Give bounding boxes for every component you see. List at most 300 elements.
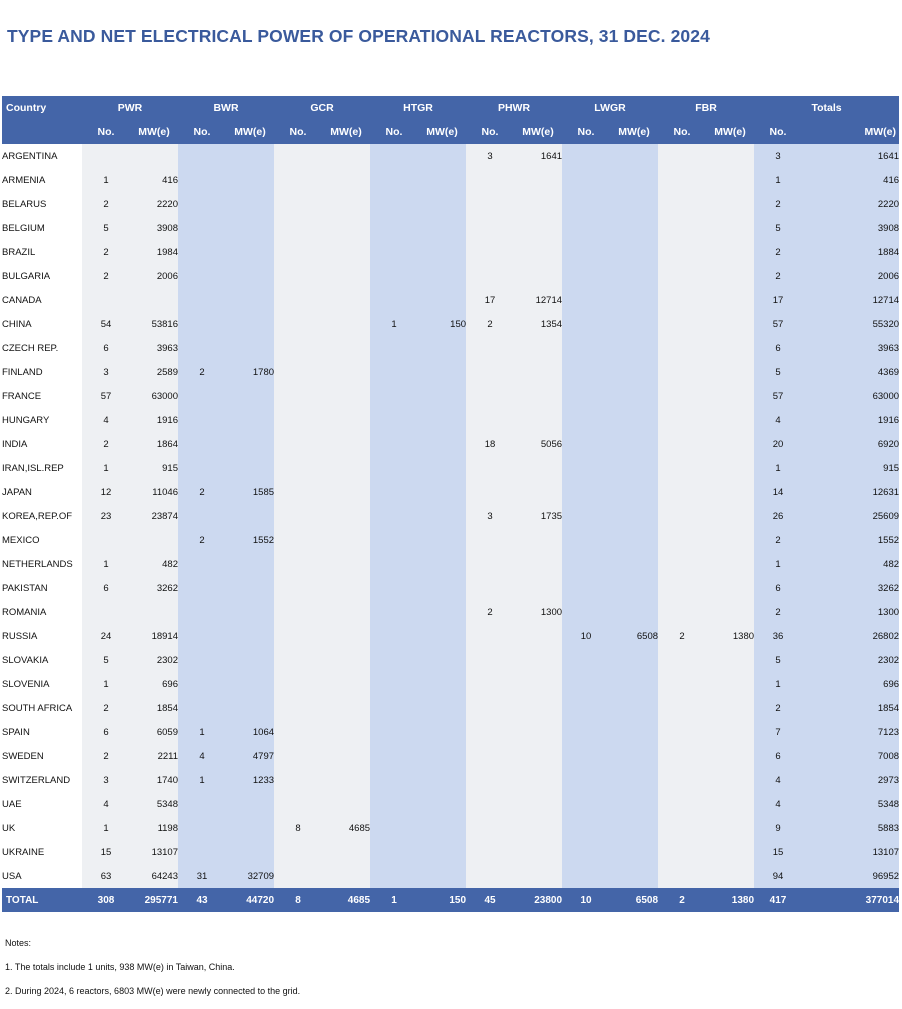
cell-gcr-no [274, 192, 322, 216]
cell-pwr-mw [130, 600, 178, 624]
cell-bwr-mw [226, 264, 274, 288]
cell-fbr-no [658, 552, 706, 576]
cell-htgr-mw [418, 792, 466, 816]
cell-pwr-no: 1 [82, 552, 130, 576]
cell-pwr-no: 2 [82, 192, 130, 216]
cell-lwgr-no [562, 192, 610, 216]
cell-lwgr-mw [610, 336, 658, 360]
cell-gcr-no [274, 408, 322, 432]
cell-pwr-mw: 295771 [130, 888, 178, 912]
cell-tot-mw: 13107 [802, 840, 899, 864]
cell-pwr-no: 12 [82, 480, 130, 504]
cell-tot-no: 4 [754, 768, 802, 792]
cell-fbr-no [658, 216, 706, 240]
cell-gcr-mw [322, 264, 370, 288]
cell-gcr-no [274, 144, 322, 168]
cell-gcr-mw [322, 840, 370, 864]
cell-phwr-mw [514, 552, 562, 576]
cell-tot-mw: 2973 [802, 768, 899, 792]
cell-phwr-no [466, 816, 514, 840]
cell-phwr-mw [514, 384, 562, 408]
header-group-pwr: PWR [82, 96, 178, 120]
table-row [2, 648, 899, 672]
cell-pwr-no: 24 [82, 624, 130, 648]
cell-tot-mw: 3908 [802, 216, 899, 240]
cell-fbr-mw [706, 480, 754, 504]
cell-gcr-mw [322, 288, 370, 312]
country-cell: BELARUS [2, 192, 82, 216]
cell-tot-no: 2 [754, 264, 802, 288]
cell-lwgr-mw [610, 792, 658, 816]
cell-gcr-no [274, 456, 322, 480]
cell-lwgr-mw [610, 144, 658, 168]
cell-bwr-no [178, 264, 226, 288]
cell-fbr-no [658, 384, 706, 408]
cell-pwr-no: 3 [82, 360, 130, 384]
cell-gcr-no [274, 840, 322, 864]
cell-tot-mw: 63000 [802, 384, 899, 408]
cell-htgr-no [370, 288, 418, 312]
cell-phwr-no [466, 216, 514, 240]
cell-htgr-mw [418, 144, 466, 168]
cell-bwr-mw [226, 576, 274, 600]
cell-tot-mw: 2006 [802, 264, 899, 288]
cell-phwr-no [466, 360, 514, 384]
cell-tot-mw: 696 [802, 672, 899, 696]
table-body [2, 144, 899, 912]
header-subcolumn-mw: MW(e) [802, 120, 899, 144]
cell-htgr-mw [418, 288, 466, 312]
cell-htgr-mw [418, 720, 466, 744]
cell-phwr-mw [514, 192, 562, 216]
cell-lwgr-mw [610, 168, 658, 192]
cell-htgr-mw [418, 216, 466, 240]
cell-pwr-mw: 18914 [130, 624, 178, 648]
cell-htgr-no [370, 768, 418, 792]
cell-tot-no: 1 [754, 456, 802, 480]
cell-phwr-no [466, 528, 514, 552]
country-cell: CZECH REP. [2, 336, 82, 360]
cell-tot-no: 94 [754, 864, 802, 888]
cell-tot-mw: 12714 [802, 288, 899, 312]
cell-phwr-mw [514, 696, 562, 720]
cell-htgr-no [370, 336, 418, 360]
cell-htgr-no [370, 528, 418, 552]
cell-pwr-mw: 1198 [130, 816, 178, 840]
cell-fbr-no [658, 432, 706, 456]
cell-pwr-mw: 1916 [130, 408, 178, 432]
cell-pwr-mw: 5348 [130, 792, 178, 816]
header-subcolumn-mw: MW(e) [706, 120, 754, 144]
cell-lwgr-mw [610, 504, 658, 528]
cell-lwgr-no [562, 408, 610, 432]
cell-lwgr-mw [610, 312, 658, 336]
cell-gcr-no [274, 528, 322, 552]
cell-tot-mw: 2302 [802, 648, 899, 672]
cell-pwr-no: 15 [82, 840, 130, 864]
country-cell: SLOVAKIA [2, 648, 82, 672]
country-cell: SLOVENIA [2, 672, 82, 696]
cell-tot-mw: 1916 [802, 408, 899, 432]
cell-gcr-no [274, 864, 322, 888]
cell-htgr-mw [418, 624, 466, 648]
cell-lwgr-mw: 6508 [610, 888, 658, 912]
country-cell: UAE [2, 792, 82, 816]
cell-phwr-mw: 23800 [514, 888, 562, 912]
cell-tot-mw: 1884 [802, 240, 899, 264]
country-cell: BULGARIA [2, 264, 82, 288]
cell-pwr-no: 6 [82, 576, 130, 600]
cell-gcr-mw [322, 216, 370, 240]
cell-phwr-mw [514, 576, 562, 600]
cell-tot-no: 26 [754, 504, 802, 528]
cell-htgr-no [370, 672, 418, 696]
cell-htgr-mw [418, 552, 466, 576]
cell-lwgr-no [562, 552, 610, 576]
cell-gcr-mw [322, 504, 370, 528]
cell-fbr-no [658, 312, 706, 336]
country-cell: JAPAN [2, 480, 82, 504]
country-cell: BRAZIL [2, 240, 82, 264]
cell-bwr-no [178, 240, 226, 264]
cell-phwr-mw: 1641 [514, 144, 562, 168]
cell-phwr-mw [514, 792, 562, 816]
cell-gcr-mw [322, 432, 370, 456]
cell-bwr-mw [226, 816, 274, 840]
cell-htgr-mw [418, 192, 466, 216]
cell-htgr-mw: 150 [418, 888, 466, 912]
cell-pwr-mw: 64243 [130, 864, 178, 888]
header-subcolumn-no: No. [562, 120, 610, 144]
cell-fbr-no [658, 456, 706, 480]
cell-htgr-mw [418, 384, 466, 408]
cell-pwr-no: 2 [82, 240, 130, 264]
cell-bwr-mw [226, 672, 274, 696]
cell-htgr-mw [418, 648, 466, 672]
cell-lwgr-no [562, 840, 610, 864]
cell-htgr-no [370, 504, 418, 528]
cell-fbr-mw [706, 312, 754, 336]
cell-htgr-no [370, 792, 418, 816]
cell-pwr-mw: 482 [130, 552, 178, 576]
cell-gcr-no [274, 384, 322, 408]
cell-tot-mw: 55320 [802, 312, 899, 336]
cell-htgr-mw [418, 432, 466, 456]
cell-lwgr-no [562, 696, 610, 720]
cell-phwr-mw [514, 840, 562, 864]
cell-fbr-mw [706, 168, 754, 192]
table-row [2, 816, 899, 840]
cell-fbr-no [658, 336, 706, 360]
cell-phwr-no: 3 [466, 144, 514, 168]
cell-lwgr-mw [610, 408, 658, 432]
cell-fbr-no [658, 768, 706, 792]
cell-pwr-mw: 1864 [130, 432, 178, 456]
cell-bwr-mw [226, 240, 274, 264]
table-row [2, 840, 899, 864]
cell-tot-no: 5 [754, 648, 802, 672]
cell-gcr-mw [322, 528, 370, 552]
cell-lwgr-no [562, 504, 610, 528]
cell-bwr-no [178, 216, 226, 240]
cell-pwr-no [82, 528, 130, 552]
table-row [2, 384, 899, 408]
header-row-groups [2, 96, 899, 120]
cell-fbr-mw [706, 408, 754, 432]
country-cell: SWITZERLAND [2, 768, 82, 792]
cell-tot-no: 17 [754, 288, 802, 312]
cell-pwr-mw: 2220 [130, 192, 178, 216]
cell-fbr-mw [706, 456, 754, 480]
country-cell: CANADA [2, 288, 82, 312]
table-row [2, 288, 899, 312]
cell-gcr-no [274, 672, 322, 696]
cell-tot-no: 6 [754, 744, 802, 768]
cell-phwr-mw [514, 240, 562, 264]
cell-fbr-no [658, 648, 706, 672]
cell-gcr-mw [322, 744, 370, 768]
country-cell: NETHERLANDS [2, 552, 82, 576]
cell-phwr-no: 17 [466, 288, 514, 312]
cell-phwr-no: 45 [466, 888, 514, 912]
cell-fbr-mw [706, 192, 754, 216]
cell-tot-mw: 915 [802, 456, 899, 480]
cell-phwr-no [466, 240, 514, 264]
cell-gcr-mw: 4685 [322, 816, 370, 840]
cell-gcr-mw [322, 576, 370, 600]
country-cell: ARMENIA [2, 168, 82, 192]
cell-lwgr-no [562, 600, 610, 624]
cell-fbr-mw [706, 576, 754, 600]
country-cell: MEXICO [2, 528, 82, 552]
cell-pwr-mw: 13107 [130, 840, 178, 864]
cell-tot-no: 6 [754, 336, 802, 360]
cell-fbr-no [658, 288, 706, 312]
cell-gcr-no [274, 216, 322, 240]
table-row [2, 456, 899, 480]
cell-htgr-mw [418, 168, 466, 192]
cell-bwr-mw [226, 504, 274, 528]
cell-lwgr-no [562, 168, 610, 192]
cell-phwr-no [466, 696, 514, 720]
cell-gcr-no [274, 240, 322, 264]
cell-bwr-no [178, 648, 226, 672]
cell-gcr-no [274, 552, 322, 576]
cell-tot-no: 5 [754, 360, 802, 384]
cell-phwr-no [466, 264, 514, 288]
cell-phwr-mw [514, 768, 562, 792]
cell-bwr-mw [226, 600, 274, 624]
cell-tot-mw: 416 [802, 168, 899, 192]
cell-lwgr-mw [610, 768, 658, 792]
cell-fbr-mw [706, 864, 754, 888]
cell-phwr-mw: 1300 [514, 600, 562, 624]
page-title: TYPE AND NET ELECTRICAL POWER OF OPERATIONAL REACTORS, 31 DEC. 2024 [7, 26, 710, 46]
table-row [2, 744, 899, 768]
cell-fbr-mw [706, 288, 754, 312]
cell-bwr-mw [226, 696, 274, 720]
cell-fbr-mw: 1380 [706, 624, 754, 648]
cell-pwr-mw: 3908 [130, 216, 178, 240]
country-cell: CHINA [2, 312, 82, 336]
cell-fbr-no [658, 264, 706, 288]
cell-bwr-mw [226, 624, 274, 648]
cell-phwr-mw: 5056 [514, 432, 562, 456]
cell-pwr-no: 1 [82, 672, 130, 696]
cell-lwgr-mw [610, 240, 658, 264]
cell-bwr-no [178, 456, 226, 480]
cell-fbr-no [658, 240, 706, 264]
cell-bwr-mw: 1780 [226, 360, 274, 384]
cell-pwr-mw: 3262 [130, 576, 178, 600]
cell-tot-mw: 377014 [802, 888, 899, 912]
country-cell: IRAN,ISL.REP [2, 456, 82, 480]
cell-lwgr-mw [610, 552, 658, 576]
cell-fbr-no [658, 528, 706, 552]
note-item: 2. During 2024, 6 reactors, 6803 MW(e) were newly connected to the grid. [5, 986, 301, 996]
table-row [2, 240, 899, 264]
cell-phwr-mw: 1735 [514, 504, 562, 528]
cell-lwgr-no [562, 744, 610, 768]
cell-phwr-no [466, 336, 514, 360]
cell-bwr-no: 2 [178, 360, 226, 384]
cell-bwr-no [178, 408, 226, 432]
cell-htgr-mw [418, 336, 466, 360]
cell-phwr-mw [514, 864, 562, 888]
cell-lwgr-mw [610, 432, 658, 456]
cell-tot-no: 2 [754, 600, 802, 624]
cell-gcr-no [274, 288, 322, 312]
cell-tot-no: 6 [754, 576, 802, 600]
cell-phwr-mw [514, 672, 562, 696]
cell-phwr-no [466, 840, 514, 864]
cell-tot-no: 2 [754, 696, 802, 720]
cell-fbr-no [658, 480, 706, 504]
cell-lwgr-mw [610, 360, 658, 384]
country-cell: BELGIUM [2, 216, 82, 240]
cell-fbr-mw [706, 504, 754, 528]
cell-gcr-mw [322, 696, 370, 720]
cell-phwr-mw [514, 264, 562, 288]
cell-htgr-no [370, 600, 418, 624]
cell-tot-mw: 5883 [802, 816, 899, 840]
cell-lwgr-mw [610, 720, 658, 744]
cell-htgr-mw [418, 480, 466, 504]
cell-tot-mw: 3963 [802, 336, 899, 360]
cell-bwr-no [178, 624, 226, 648]
cell-phwr-mw [514, 744, 562, 768]
header-subcolumn-blank [2, 120, 82, 144]
cell-htgr-mw [418, 528, 466, 552]
cell-bwr-no: 43 [178, 888, 226, 912]
cell-lwgr-mw [610, 840, 658, 864]
cell-fbr-no [658, 840, 706, 864]
cell-tot-no: 2 [754, 528, 802, 552]
cell-tot-mw: 96952 [802, 864, 899, 888]
cell-htgr-mw [418, 816, 466, 840]
cell-gcr-no [274, 624, 322, 648]
cell-bwr-mw [226, 168, 274, 192]
cell-tot-mw: 7123 [802, 720, 899, 744]
cell-fbr-no [658, 192, 706, 216]
cell-tot-mw: 4369 [802, 360, 899, 384]
cell-pwr-no: 23 [82, 504, 130, 528]
cell-fbr-mw [706, 744, 754, 768]
cell-bwr-no [178, 600, 226, 624]
notes-heading: Notes: [5, 938, 32, 948]
cell-phwr-no [466, 456, 514, 480]
cell-fbr-mw [706, 840, 754, 864]
cell-gcr-mw [322, 384, 370, 408]
cell-lwgr-mw [610, 216, 658, 240]
table-row [2, 624, 899, 648]
cell-phwr-mw [514, 648, 562, 672]
country-cell: USA [2, 864, 82, 888]
cell-pwr-no: 5 [82, 648, 130, 672]
cell-bwr-mw [226, 288, 274, 312]
cell-tot-no: 7 [754, 720, 802, 744]
cell-pwr-mw [130, 288, 178, 312]
header-subcolumn-no: No. [370, 120, 418, 144]
cell-tot-no: 9 [754, 816, 802, 840]
cell-bwr-mw [226, 648, 274, 672]
cell-htgr-no [370, 264, 418, 288]
cell-htgr-mw [418, 240, 466, 264]
cell-gcr-mw [322, 768, 370, 792]
cell-htgr-mw [418, 576, 466, 600]
cell-htgr-no [370, 648, 418, 672]
cell-gcr-no [274, 504, 322, 528]
cell-pwr-no: 2 [82, 264, 130, 288]
cell-pwr-mw: 915 [130, 456, 178, 480]
cell-fbr-mw [706, 360, 754, 384]
cell-gcr-no [274, 768, 322, 792]
cell-fbr-no [658, 144, 706, 168]
cell-fbr-mw [706, 432, 754, 456]
cell-gcr-no [274, 480, 322, 504]
cell-phwr-no: 2 [466, 600, 514, 624]
header-subcolumn-no: No. [466, 120, 514, 144]
cell-tot-mw: 25609 [802, 504, 899, 528]
cell-phwr-mw [514, 528, 562, 552]
country-cell: SPAIN [2, 720, 82, 744]
cell-fbr-mw [706, 384, 754, 408]
cell-bwr-no [178, 432, 226, 456]
cell-tot-no: 2 [754, 240, 802, 264]
cell-bwr-no [178, 552, 226, 576]
cell-htgr-mw [418, 408, 466, 432]
cell-lwgr-no [562, 240, 610, 264]
cell-pwr-no: 54 [82, 312, 130, 336]
cell-lwgr-mw [610, 744, 658, 768]
country-cell: INDIA [2, 432, 82, 456]
cell-htgr-mw [418, 696, 466, 720]
country-cell: SOUTH AFRICA [2, 696, 82, 720]
cell-pwr-no [82, 600, 130, 624]
table-row [2, 552, 899, 576]
cell-pwr-no: 4 [82, 408, 130, 432]
cell-bwr-mw: 1585 [226, 480, 274, 504]
cell-bwr-no [178, 192, 226, 216]
cell-lwgr-no [562, 768, 610, 792]
cell-tot-mw: 6920 [802, 432, 899, 456]
cell-fbr-mw: 1380 [706, 888, 754, 912]
cell-lwgr-no [562, 456, 610, 480]
cell-fbr-no: 2 [658, 624, 706, 648]
cell-lwgr-no [562, 288, 610, 312]
cell-fbr-no [658, 600, 706, 624]
cell-gcr-mw [322, 480, 370, 504]
